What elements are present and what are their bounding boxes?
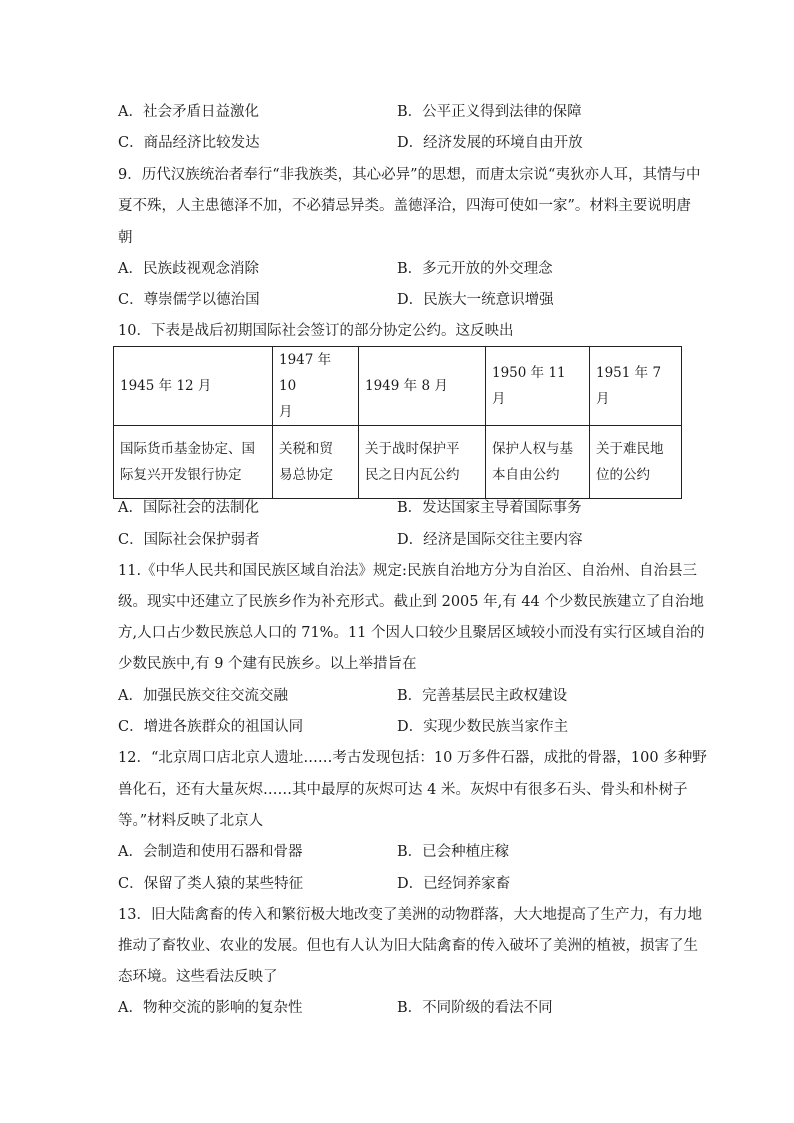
table-cell-name: 关于战时保护平 民之日内瓦公约 <box>359 426 486 499</box>
table-cell-name: 关税和贸 易总协定 <box>273 426 359 499</box>
q13-option-b: B．不同阶级的看法不同 <box>397 1000 553 1016</box>
q8-option-a: A．社会矛盾日益激化 <box>118 104 259 120</box>
q9-option-a: A．民族歧视观念消除 <box>118 261 259 277</box>
q11-option-d: D．实现少数民族当家作主 <box>397 719 569 735</box>
q12-option-a: A．会制造和使用石器和骨器 <box>118 844 303 860</box>
q9-option-c: C．尊崇儒学以德治国 <box>118 292 260 308</box>
q13-stem-line-2: 推动了畜牧业、农业的发展。但也有人认为旧大陆禽畜的传入破坏了美洲的植被，损害了生 <box>118 938 698 954</box>
q10-stem: 10．下表是战后初期国际社会签订的部分协定公约。这反映出 <box>118 323 514 339</box>
table-row-names <box>114 426 682 499</box>
q11-option-b: B．完善基层民主政权建设 <box>397 688 568 704</box>
table-cell-date: 1951 年 7 月 <box>590 347 682 426</box>
q9-stem-line-3: 朝 <box>118 230 133 246</box>
q9-option-b: B．多元开放的外交理念 <box>397 261 553 277</box>
table-cell-date: 1949 年 8 月 <box>359 347 486 426</box>
q12-option-b: B．已会种植庄稼 <box>397 844 510 860</box>
q9-option-d: D．民族大一统意识增强 <box>397 292 554 308</box>
q12-stem-line-2: 兽化石，还有大量灰烬……其中最厚的灰烬可达 4 米。灰烬中有很多石头、骨头和朴树子 <box>118 782 688 798</box>
q12-stem-line-1: 12．“北京周口店北京人遗址……考古发现包括：10 万多件石器，成批的骨器，100 多种野 <box>118 750 707 766</box>
q11-stem-line-2: 级。现实中还建立了民族乡作为补充形式。截止到 2005 年,有 44 个少数民族建立了自治地 <box>118 594 704 610</box>
q11-option-a: A．加强民族交往交流交融 <box>118 688 288 704</box>
agreements-table <box>113 346 682 499</box>
q11-stem-line-3: 方,人口占少数民族总人口的 71%。11 个因人口较少且聚居区域较小而没有实行区域自治的 <box>118 625 705 641</box>
q12-option-c: C．保留了类人猿的某些特征 <box>118 876 304 892</box>
q8-option-c: C．商品经济比较发达 <box>118 135 260 151</box>
q9-stem-line-2: 夏不殊，人主患德泽不加，不必猜忌异类。盖德泽洽，四海可使如一家”。材料主要说明唐 <box>118 198 691 214</box>
table-cell-date: 1950 年 11 月 <box>486 347 590 426</box>
table-cell-date: 1947 年 10 月 <box>273 347 359 426</box>
q10-option-a: A．国际社会的法制化 <box>118 500 259 516</box>
q10-option-b: B．发达国家主导着国际事务 <box>397 500 582 516</box>
q10-option-c: C．国际社会保护弱者 <box>118 532 260 548</box>
q11-stem-line-4: 少数民族中,有 9 个建有民族乡。以上举措旨在 <box>118 656 417 672</box>
q8-option-b: B．公平正义得到法律的保障 <box>397 104 582 120</box>
table-cell-date: 1945 年 12 月 <box>114 347 273 426</box>
q10-option-d: D．经济是国际交往主要内容 <box>397 532 583 548</box>
q13-stem-line-3: 态环境。这些看法反映了 <box>118 969 278 985</box>
q11-option-c: C．增进各族群众的祖国认同 <box>118 719 304 735</box>
table-row-dates <box>114 347 682 426</box>
table-cell-name: 国际货币基金协定、国 际复兴开发银行协定 <box>114 426 273 499</box>
q9-stem-line-1: 9．历代汉族统治者奉行“非我族类，其心必异”的思想，而唐太宗说“夷狄亦人耳，其情与中 <box>118 167 701 183</box>
q12-option-d: D．已经饲养家畜 <box>397 876 511 892</box>
q13-stem-line-1: 13．旧大陆禽畜的传入和繁衍极大地改变了美洲的动物群落，大大地提高了生产力，有力地 <box>118 907 702 923</box>
q11-stem-line-1: 11.《中华人民共和国民族区域自治法》规定:民族自治地方分为自治区、自治州、自治县三 <box>118 563 697 579</box>
q13-option-a: A．物种交流的影响的复杂性 <box>118 1000 303 1016</box>
q12-stem-line-3: 等。”材料反映了北京人 <box>118 813 264 829</box>
q8-option-d: D．经济发展的环境自由开放 <box>397 135 583 151</box>
table-cell-name: 关于难民地 位的公约 <box>590 426 682 499</box>
table-cell-name: 保护人权与基 本自由公约 <box>486 426 590 499</box>
